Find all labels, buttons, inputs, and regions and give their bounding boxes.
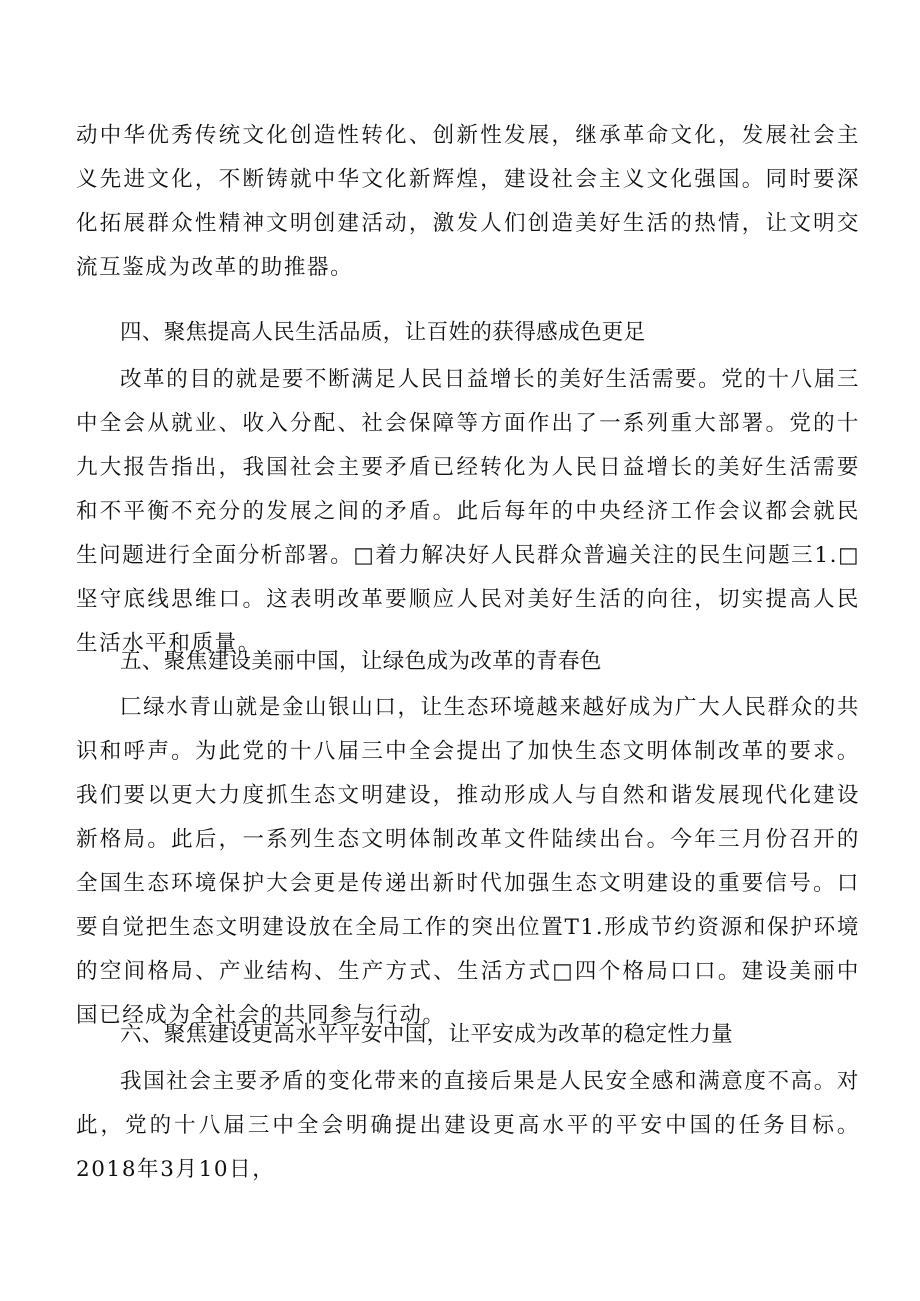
section-five-heading: 五、聚焦建设美丽中国，让绿色成为改革的青春色 — [120, 649, 602, 674]
section-five-paragraph: 匚绿水青山就是金山银山口，让生态环境越来越好成为广大人民群众的共识和呼声。为此党的十八届三中全会提出了加快生态文明体制改革的要求。我们要以更大力度抓生态文明建设，推动形成人与自然和谐发展现代化建设新格局。此后，一系列生态文明体制改革文件陆续出台。今年三月份召开的全国生态环境保护大会更是传递出新时代加强生态文明建设的重要信号。口要自觉把生态文明建设放在全局工作的突出位置T1.形成节约资源和保护环境的空间格局、产业结构、生产方式、生活方式□四个格局口口。建设美丽中国已经成为全社会的共同参与行动。 — [76, 695, 860, 1028]
intro-paragraph-tail: 动中华优秀传统文化创造性转化、创新性发展，继承革命文化，发展社会主义先进文化，不断铸就中华文化新辉煌，建设社会主义文化强国。同时要深化拓展群众性精神文明创建活动，激发人们创造美好生活的热情，让文明交流互鉴成为改革的助推器。 — [76, 123, 860, 280]
section-six-heading: 六、聚焦建设更高水平平安中国，让平安成为改革的稳定性力量 — [120, 1022, 734, 1047]
section-four-paragraph: 改革的目的就是要不断满足人民日益增长的美好生活需要。党的十八届三中全会从就业、收入分配、社会保障等方面作出了一系列重大部署。党的十九大报告指出，我国社会主要矛盾已经转化为人民日益增长的美好生活需要和不平衡不充分的发展之间的矛盾。此后每年的中央经济工作会议都会就民生问题进行全面分析部署。□着力解决好人民群众普遍关注的民生问题三1.□坚守底线思维口。这表明改革要顺应人民对美好生活的向往，切实提高人民生活水平和质量。 — [76, 367, 860, 656]
section-four-heading: 四、聚焦提高人民生活品质，让百姓的获得感成色更足 — [120, 320, 646, 345]
section-six-paragraph: 我国社会主要矛盾的变化带来的直接后果是人民安全感和满意度不高。对此，党的十八届三中全会明确提出建设更高水平的平安中国的任务目标。2018年3月10日， — [76, 1069, 860, 1182]
